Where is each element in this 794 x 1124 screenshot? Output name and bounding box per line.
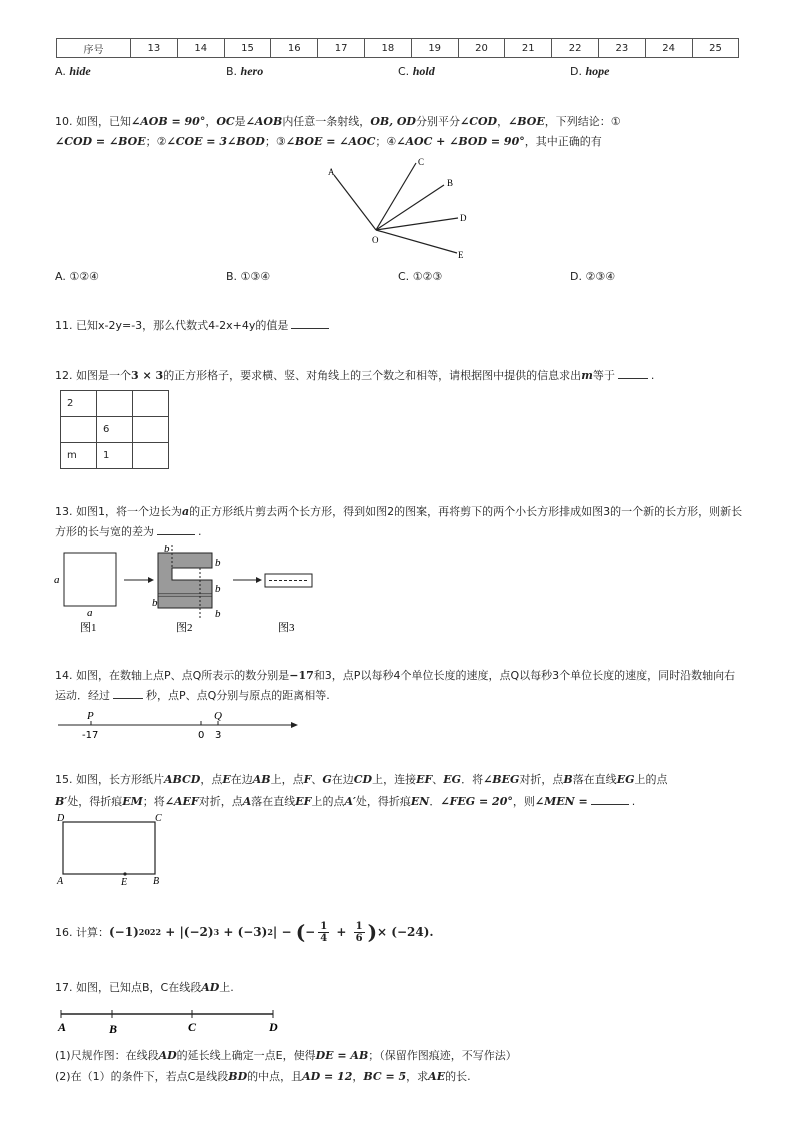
- q13-fig1-caption: 图1: [80, 622, 97, 634]
- q10-label-a: A: [328, 167, 335, 177]
- q17-label-d: D: [269, 1020, 278, 1034]
- answer-table-number-cell: 22: [552, 39, 599, 58]
- grid-cell: 6: [97, 417, 133, 443]
- q10-angle-figure: [320, 155, 490, 263]
- q15-label-e: E: [121, 877, 128, 888]
- q9-option-a: A. hide: [55, 64, 91, 78]
- grid-cell: [133, 391, 169, 417]
- q17-text: 17. 如图，已知点B，C在线段AD上.: [55, 981, 234, 994]
- q14-line1: 14. 如图，在数轴上点P、点Q所表示的数分别是−17和3，点P以每秒4个单位长度的速度，点Q以每秒3个单位长度的速度，同时沿数轴向右: [55, 669, 736, 682]
- q13-fig2-label-b4: b: [152, 597, 158, 609]
- q13-answer-blank[interactable]: [157, 524, 195, 535]
- q13-fig1-square: [64, 553, 116, 606]
- q10-option-b: B. ①③④: [226, 270, 271, 283]
- grid-cell: [133, 417, 169, 443]
- q16-tail: × (−24).: [377, 925, 434, 939]
- q12-answer-blank[interactable]: [618, 368, 648, 379]
- q10-label-o: O: [372, 235, 379, 245]
- q14-label-p: P: [87, 710, 94, 722]
- q17-segment-figure: [55, 1000, 295, 1040]
- q10-option-a: A. ①②④: [55, 270, 99, 283]
- q15-line1: 15. 如图，长方形纸片ABCD，点E在边AB上，点F、G在边CD上，连接EF、EG．将∠BEG对折，点B落在直线EG上的点: [55, 773, 668, 786]
- q13-fig2-shaded-bottom: [158, 596, 212, 608]
- q13-fig2-label-b3: b: [215, 583, 221, 595]
- q11-text: 11. 已知x-2y=-3，那么代数式4-2x+4y的值是: [55, 316, 332, 336]
- q17-part1: (1)尺规作图：在线段AD的延长线上确定一点E，使得DE = AB；（保留作图痕迹，不写作法）: [55, 1049, 517, 1062]
- q13-fig2-label-b5: b: [215, 608, 221, 620]
- q10-line1: 10. 如图，已知∠AOB = 90°，OC是∠AOB内任意一条射线，OB, OD分别平分∠COD，∠BOE，下列结论：①: [55, 115, 621, 128]
- q10-label-b: B: [447, 178, 454, 188]
- q10-option-d: D. ②③④: [570, 270, 616, 283]
- q9-option-c: C. hold: [398, 64, 435, 78]
- answer-table-number-cell: 16: [271, 39, 318, 58]
- grid-cell: [133, 443, 169, 469]
- q15-answer-blank[interactable]: [591, 794, 629, 805]
- answer-table-number-cell: 21: [505, 39, 552, 58]
- q12-magic-square: [60, 390, 169, 469]
- q10-label-d: D: [460, 213, 467, 223]
- q15-rectangle-figure: [55, 812, 175, 888]
- answer-table-number-cell: 25: [692, 39, 739, 58]
- answer-table-number-cell: 24: [645, 39, 692, 58]
- q13-figures: [50, 540, 330, 640]
- grid-cell: 2: [61, 391, 97, 417]
- q14-value-p: -17: [82, 730, 99, 741]
- q13-fig3-caption: 图3: [278, 622, 295, 634]
- q10-option-c: C. ①②③: [398, 270, 443, 283]
- q15-label-c: C: [155, 813, 162, 824]
- q17-label-b: B: [109, 1022, 118, 1036]
- q17-label-a: A: [58, 1020, 67, 1034]
- q15-label-d: D: [57, 813, 65, 824]
- answer-table: [56, 38, 739, 58]
- q10-line2: ∠COD = ∠BOE；②∠COE = 3∠BOD；③∠BOE = ∠AOC；④∠AOC + ∠BOD = 90°，其中正确的有: [55, 135, 602, 148]
- q11-answer-blank[interactable]: [291, 318, 329, 329]
- q16-expression: 16. 计算： (−1) 2022 + |(−2) 3 + (−3) 2 | − ( − $\frac{1}{4}$ + $\frac{1}{6}$ ) × (−24).: [55, 920, 434, 944]
- grid-cell: m: [61, 443, 97, 469]
- q9-option-b: B. hero: [226, 64, 264, 78]
- q13-fig2-caption: 图2: [176, 622, 193, 634]
- q10-label-c: C: [418, 157, 425, 167]
- q15-rect-abcd: [63, 822, 155, 874]
- answer-table-number-cell: 14: [177, 39, 224, 58]
- answer-table-number-cell: 20: [458, 39, 505, 58]
- grid-cell: [61, 417, 97, 443]
- q10-label-e: E: [458, 250, 464, 260]
- q13-fig2-label-b2: b: [215, 557, 221, 569]
- q13-arrow-1-head: [148, 577, 154, 583]
- q14-value-zero: 0: [198, 730, 205, 741]
- q15-label-a: A: [57, 876, 64, 887]
- answer-table-number-cell: 18: [364, 39, 411, 58]
- answer-table-number-cell: 19: [411, 39, 458, 58]
- answer-table-number-cell: 13: [131, 39, 178, 58]
- answer-table-number-cell: 15: [224, 39, 271, 58]
- q15-line2: B′处，得折痕EM；将∠AEF对折，点A落在直线EF上的点A′处，得折痕EN．∠FEG = 20°，则∠MEN = .: [55, 795, 636, 808]
- q13-line1: 13. 如图1，将一个边长为a的正方形纸片剪去两个长方形，得到如图2的图案，再将剪下的两个小长方形排成如图3的一个新的长方形，则新长: [55, 505, 743, 518]
- q15-label-b: B: [153, 876, 160, 887]
- q17-label-c: C: [188, 1020, 197, 1034]
- answer-table-header: 序号: [57, 39, 131, 58]
- q16-fraction-1: $\frac{1}{4}$: [320, 920, 328, 944]
- grid-cell: 1: [97, 443, 133, 469]
- q17-part2: (2)在（1）的条件下，若点C是线段BD的中点，且AD = 12，BC = 5，求AE的长.: [55, 1070, 471, 1083]
- q14-label-q: Q: [214, 710, 222, 722]
- grid-cell: [97, 391, 133, 417]
- q9-option-d: D. hope: [570, 64, 610, 78]
- q14-line2: 运动．经过 秒，点P、点Q分别与原点的距离相等.: [55, 689, 330, 702]
- q13-fig2-label-b1: b: [164, 543, 170, 555]
- q14-axis-arrow: [291, 722, 298, 728]
- q13-line2: 方形的长与宽的差为 .: [55, 525, 202, 538]
- answer-table-number-cell: 17: [318, 39, 365, 58]
- answer-table-number-cell: 23: [598, 39, 645, 58]
- q13-arrow-2-head: [256, 577, 262, 583]
- q14-answer-blank[interactable]: [113, 688, 143, 699]
- q14-value-q: 3: [215, 730, 222, 741]
- q13-fig1-label-a-bottom: a: [87, 607, 93, 619]
- q15-point-e: [123, 872, 126, 875]
- q13-fig2-shaded-top: [158, 553, 212, 594]
- q16-fraction-2: $\frac{1}{6}$: [355, 920, 363, 944]
- q13-fig1-label-a-left: a: [54, 574, 60, 586]
- q12-text: 12. 如图是一个3 × 3的正方形格子，要求横、竖、对角线上的三个数之和相等，请根据图中提供的信息求出m等于 .: [55, 369, 655, 382]
- q14-number-line: [55, 708, 305, 744]
